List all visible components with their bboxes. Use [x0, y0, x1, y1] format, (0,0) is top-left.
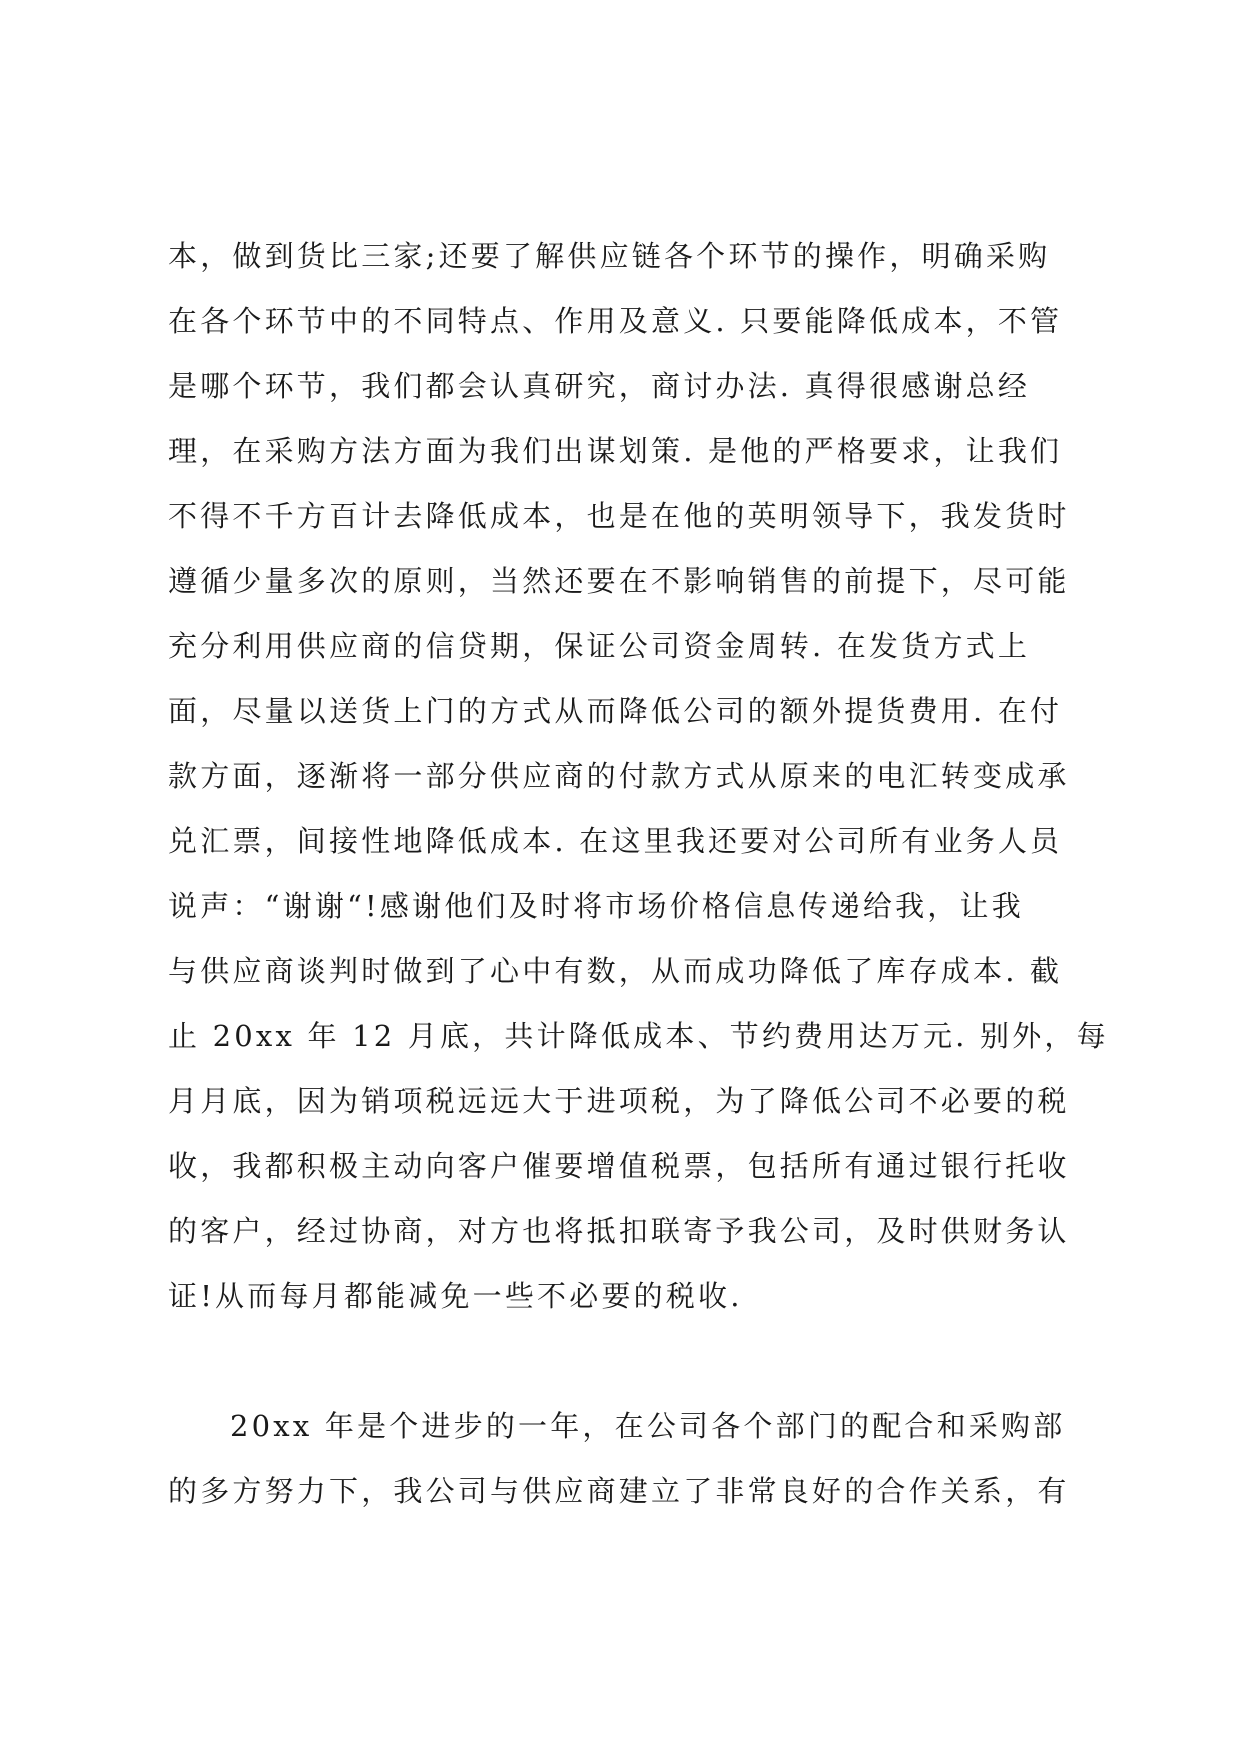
- text-line: 的客户，经过协商，对方也将抵扣联寄予我公司，及时供财务认: [168, 1214, 1070, 1248]
- text-line: 在各个环节中的不同特点、作用及意义. 只要能降低成本，不管: [168, 304, 1063, 338]
- text-line: 面，尽量以送货上门的方式从而降低公司的额外提货费用. 在付: [168, 694, 1063, 728]
- paragraph-year-summary: [168, 1394, 1088, 1524]
- paragraph-procurement-cost: [168, 224, 1109, 1329]
- text-line: 充分利用供应商的信贷期，保证公司资金周转. 在发货方式上: [168, 629, 1031, 663]
- text-line: 理，在采购方法方面为我们出谋划策. 是他的严格要求，让我们: [168, 434, 1063, 468]
- text-line: 说声：“谢谢“!感谢他们及时将市场价格信息传递给我，让我: [168, 889, 1024, 923]
- text-line: 本，做到货比三家;还要了解供应链各个环节的操作，明确采购: [168, 239, 1051, 273]
- text-line: 月月底，因为销项税远远大于进项税，为了降低公司不必要的税: [168, 1084, 1070, 1118]
- text-line: 兑汇票，间接性地降低成本. 在这里我还要对公司所有业务人员: [168, 824, 1063, 858]
- text-line: 与供应商谈判时做到了心中有数，从而成功降低了库存成本. 截: [168, 954, 1063, 988]
- text-line: 的多方努力下，我公司与供应商建立了非常良好的合作关系，有: [168, 1474, 1070, 1508]
- text-line: 20xx 年是个进步的一年，在公司各个部门的配合和采购部: [230, 1409, 1066, 1443]
- text-line: 证!从而每月都能减免一些不必要的税收.: [168, 1279, 743, 1313]
- text-line: 款方面，逐渐将一部分供应商的付款方式从原来的电汇转变成承: [168, 759, 1070, 793]
- text-line: 止 20xx 年 12 月底，共计降低成本、节约费用达万元. 别外，每: [168, 1019, 1109, 1053]
- text-line: 遵循少量多次的原则，当然还要在不影响销售的前提下，尽可能: [168, 564, 1070, 598]
- text-line: 收，我都积极主动向客户催要增值税票，包括所有通过银行托收: [168, 1149, 1070, 1183]
- text-line: 不得不千方百计去降低成本，也是在他的英明领导下，我发货时: [168, 499, 1070, 533]
- text-line: 是哪个环节，我们都会认真研究，商讨办法. 真得很感谢总经: [168, 369, 1031, 403]
